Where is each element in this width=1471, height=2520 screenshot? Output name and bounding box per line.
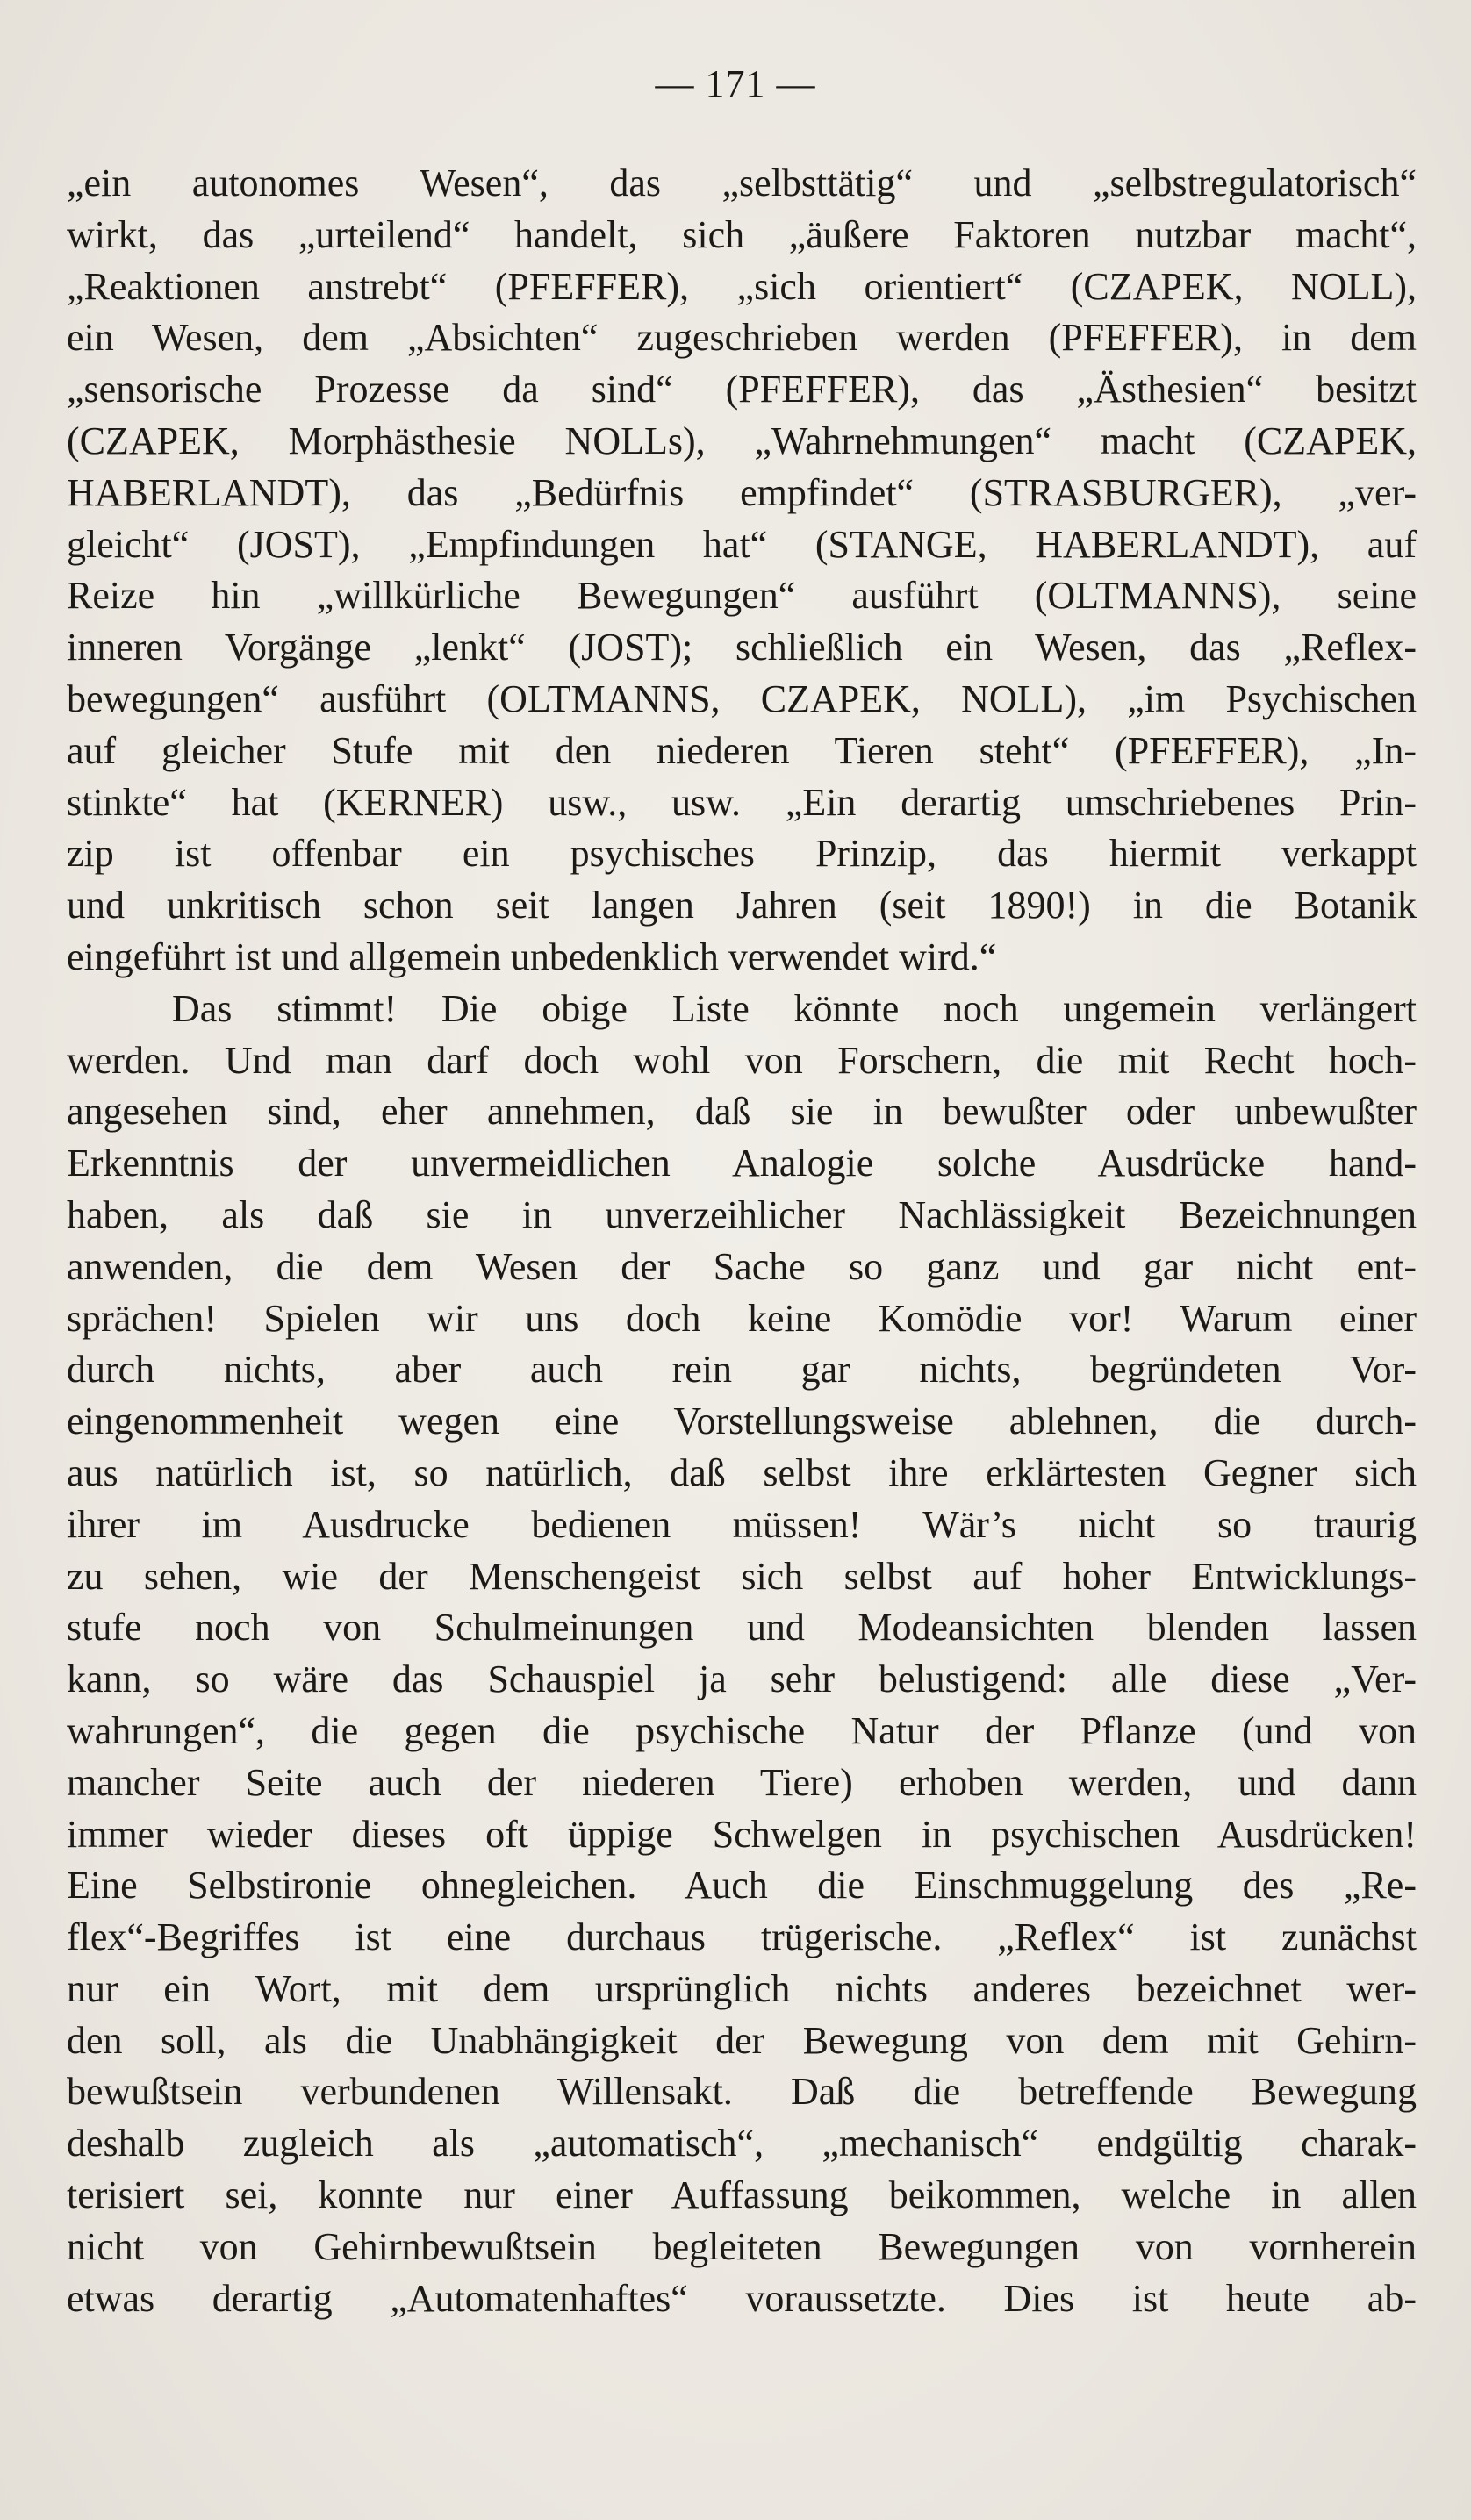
text-line: wahrungen“, die gegen die psychische Natur der Pflanze (und von bbox=[67, 1708, 1417, 1752]
paragraph-2 bbox=[67, 984, 1417, 2325]
text-line: nicht von Gehirnbewußtsein begleiteten Bewegungen von vornherein bbox=[67, 2224, 1417, 2268]
text-line: etwas derartig „Automatenhaftes“ voraussetzte. Dies ist heute ab- bbox=[67, 2276, 1417, 2320]
text-line: gleicht“ (JOST), „Empfindungen hat“ (STANGE, HABERLANDT), auf bbox=[67, 522, 1417, 566]
text-line: ein Wesen, dem „Absichten“ zugeschrieben werden (PFEFFER), in dem bbox=[67, 316, 1417, 360]
text-line: sprächen! Spielen wir uns doch keine Komödie vor! Warum einer bbox=[67, 1296, 1417, 1340]
text-line: bewegungen“ ausführt (OLTMANNS, CZAPEK, NOLL), „im Psychischen bbox=[67, 677, 1417, 720]
text-line: flex“-Begriffes ist eine durchaus trügerische. „Reflex“ ist zunächst bbox=[67, 1915, 1417, 1959]
text-line: und unkritisch schon seit langen Jahren (seit 1890!) in die Botanik bbox=[67, 884, 1417, 927]
text-line: auf gleicher Stufe mit den niederen Tieren steht“ (PFEFFER), „In- bbox=[67, 728, 1417, 772]
text-line: haben, als daß sie in unverzeihlicher Nachlässigkeit Bezeichnungen bbox=[67, 1192, 1417, 1236]
text-line: zu sehen, wie der Menschengeist sich selbst auf hoher Entwicklungs- bbox=[67, 1554, 1417, 1598]
text-line: anwenden, die dem Wesen der Sache so ganz und gar nicht ent- bbox=[67, 1244, 1417, 1288]
text-line: ihrer im Ausdrucke bedienen müssen! Wär’s nicht so traurig bbox=[67, 1502, 1417, 1546]
text-line: eingenommenheit wegen eine Vorstellungsweise ablehnen, die durch- bbox=[67, 1400, 1417, 1443]
text-line: Erkenntnis der unvermeidlichen Analogie solche Ausdrücke hand- bbox=[67, 1142, 1417, 1185]
text-line: zip ist offenbar ein psychisches Prinzip, das hiermit verkappt bbox=[67, 832, 1417, 876]
text-line: stufe noch von Schulmeinungen und Modeansichten blenden lassen bbox=[67, 1606, 1417, 1650]
text-line: kann, so wäre das Schauspiel ja sehr belustigend: alle diese „Ver- bbox=[67, 1657, 1417, 1701]
text-line: Eine Selbstironie ohnegleichen. Auch die Einschmuggelung des „Re- bbox=[67, 1864, 1417, 1908]
text-line: angesehen sind, eher annehmen, daß sie in bewußter oder unbewußter bbox=[67, 1090, 1417, 1134]
text-line: eingeführt ist und allgemein unbedenklich verwendet wird.“ bbox=[67, 934, 997, 978]
text-line: terisiert sei, konnte nur einer Auffassung beikommen, welche in allen bbox=[67, 2173, 1417, 2217]
body-text bbox=[67, 158, 1417, 2324]
text-line: wirkt, das „urteilend“ handelt, sich „äußere Faktoren nutzbar macht“, bbox=[67, 212, 1417, 256]
text-line: deshalb zugleich als „automatisch“, „mechanisch“ endgültig charak- bbox=[67, 2122, 1417, 2166]
text-line: bewußtsein verbundenen Willensakt. Daß die betreffende Bewegung bbox=[67, 2070, 1417, 2114]
text-line: stinkte“ hat (KERNER) usw., usw. „Ein derartig umschriebenes Prin- bbox=[67, 780, 1417, 824]
text-line: aus natürlich ist, so natürlich, daß selbst ihre erklärtesten Gegner sich bbox=[67, 1450, 1417, 1494]
text-line: „Reaktionen anstrebt“ (PFEFFER), „sich orientiert“ (CZAPEK, NOLL), bbox=[67, 264, 1417, 308]
text-line: „sensorische Prozesse da sind“ (PFEFFER), das „Ästhesien“ besitzt bbox=[67, 368, 1417, 412]
text-line: immer wieder dieses oft üppige Schwelgen in psychischen Ausdrücken! bbox=[67, 1812, 1417, 1856]
text-line: mancher Seite auch der niederen Tiere) erhoben werden, und dann bbox=[67, 1760, 1417, 1804]
text-line: werden. Und man darf doch wohl von Forschern, die mit Recht hoch- bbox=[67, 1038, 1417, 1082]
text-line: den soll, als die Unabhängigkeit der Bewegung von dem mit Gehirn- bbox=[67, 2018, 1417, 2062]
paragraph-1 bbox=[67, 158, 1417, 984]
text-line: Das stimmt! Die obige Liste könnte noch ungemein verlängert bbox=[172, 986, 1417, 1030]
text-line: HABERLANDT), das „Bedürfnis empfindet“ (STRASBURGER), „ver- bbox=[67, 470, 1417, 514]
page-number: — 171 — bbox=[655, 62, 816, 105]
text-line: „ein autonomes Wesen“, das „selbsttätig“ und „selbstregulatorisch“ bbox=[67, 161, 1417, 204]
text-line: durch nichts, aber auch rein gar nichts, begründeten Vor- bbox=[67, 1348, 1417, 1392]
text-line: (CZAPEK, Morphästhesie NOLLs), „Wahrnehmungen“ macht (CZAPEK, bbox=[67, 419, 1417, 462]
text-line: nur ein Wort, mit dem ursprünglich nichts anderes bezeichnet wer- bbox=[67, 1966, 1417, 2010]
text-line: Reize hin „willkürliche Bewegungen“ ausführt (OLTMANNS), seine bbox=[67, 574, 1417, 618]
text-line: inneren Vorgänge „lenkt“ (JOST); schließlich ein Wesen, das „Reflex- bbox=[67, 626, 1417, 669]
